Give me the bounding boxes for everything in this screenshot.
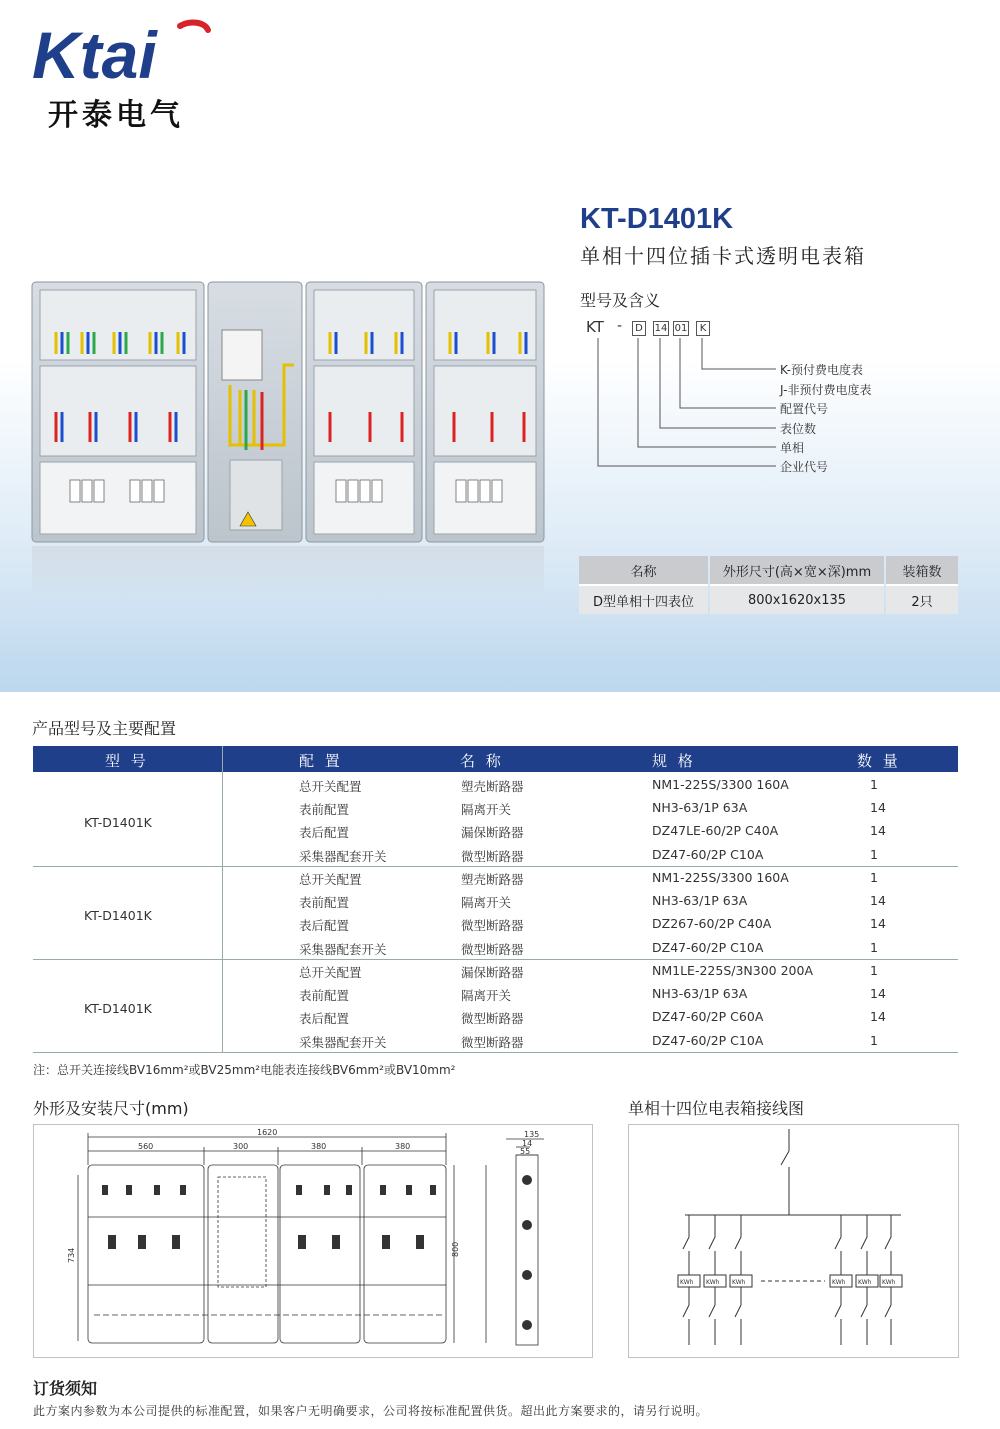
code-box-series: D [632,321,646,336]
dim-left-height: 734 [67,1247,76,1263]
config-cell-name: 塑壳断路器 [461,872,524,887]
config-cell-spec: NH3-63/1P 63A [652,986,748,1002]
brand-logo [30,18,215,88]
config-cell-qty: 14 [870,916,886,932]
cfg-header-name: 名 称 [460,752,504,770]
cabinet-right-2 [426,282,544,542]
wiring-branches [678,1215,902,1345]
legend-company: 企业代号 [780,460,829,474]
config-cell-config: 采集器配套开关 [299,848,387,864]
code-dash: - [617,318,623,334]
wiring-branch [880,1215,902,1345]
logo-swoosh [180,23,208,30]
reflection [32,546,544,606]
code-box-positions: 14 [654,323,668,334]
config-cell-name: 微型断路器 [461,918,524,934]
meter-label: KWh [858,1279,872,1286]
wiring-branch [678,1215,700,1345]
meter-label: KWh [680,1279,694,1286]
product-photo [30,280,548,610]
config-cell-spec: DZ47-60/2P C60A [652,1009,764,1025]
config-cell-qty: 1 [870,939,878,955]
meter-label: KWh [706,1279,720,1286]
config-cell-spec: DZ47-60/2P C10A [652,846,764,862]
cabinet-right-1 [306,282,422,542]
config-cell-config: 采集器配套开关 [299,1034,387,1050]
config-cell-config: 表后配置 [299,1011,350,1027]
logo-word: Ktai [32,18,157,88]
config-cell-config: 采集器配套开关 [299,941,387,957]
dim-side-14: 14 [522,1139,533,1148]
spec-header-qty: 装箱数 [886,556,958,584]
spec-header-name: 名称 [579,556,708,584]
config-model-cell: KT-D1401K [84,1001,152,1016]
config-cell-config: 表前配置 [299,895,350,911]
config-cell-qty: 1 [870,963,878,978]
dim-depth: 135 [524,1130,540,1139]
config-cell-spec: NH3-63/1P 63A [652,800,748,816]
meter-label: KWh [732,1279,746,1286]
cabinet-left [32,282,204,542]
config-cell-config: 表后配置 [299,918,350,934]
config-cell-name: 隔离开关 [461,895,512,911]
config-cell-spec: DZ47-60/2P C10A [652,939,764,955]
config-cell-spec: DZ47-60/2P C10A [652,1032,764,1048]
config-cell-config: 总开关配置 [299,779,362,794]
dimension-marks [102,1175,532,1330]
wiring-branch [830,1215,852,1345]
config-cell-name: 隔离开关 [461,802,512,818]
wiring-title: 单相十四位电表箱接线图 [628,1099,805,1118]
config-model-cell: KT-D1401K [84,908,152,923]
cfg-header-qty: 数 量 [857,752,901,770]
legend-positions: 表位数 [780,422,817,436]
config-cell-qty: 14 [870,800,886,816]
config-cell-spec: DZ267-60/2P C40A [652,916,772,932]
config-cell-qty: 1 [870,846,878,862]
config-group-divider [33,1052,958,1053]
spec-header-size: 外形尺寸(高×宽×深)mm [710,556,884,584]
config-cell-spec: NM1-225S/3300 160A [652,777,789,792]
wiring-branch [856,1215,878,1345]
config-cell-name: 微型断路器 [461,1011,524,1027]
dim-segment-3: 380 [311,1142,327,1151]
config-cell-qty: 1 [870,870,878,885]
code-leader-lines [590,336,790,471]
cfg-header-spec: 规 格 [652,752,696,770]
config-note: 注：总开关连接线BV16mm²或BV25mm²电能表连接线BV6mm²或BV10mm² [33,1063,456,1077]
cfg-header-model: 型 号 [105,752,149,770]
config-cell-name: 漏保断路器 [461,965,524,980]
config-cell-config: 表后配置 [299,825,350,841]
dimension-drawing [34,1125,590,1355]
config-cell-name: 微型断路器 [461,1034,524,1050]
legend-config: 配置代号 [780,402,829,416]
wiring-diagram [629,1125,956,1355]
config-cell-name: 塑壳断路器 [461,779,524,794]
config-cell-qty: 14 [870,1009,886,1025]
meter-label: KWh [882,1279,896,1286]
dim-side-55: 55 [520,1147,531,1156]
dim-total-width: 1620 [257,1128,278,1137]
config-cell-qty: 1 [870,777,878,792]
config-model-cell: KT-D1401K [84,815,152,830]
config-group-divider [33,866,958,867]
config-cell-name: 漏保断路器 [461,825,524,841]
config-section-title: 产品型号及主要配置 [32,719,177,738]
config-cell-spec: NH3-63/1P 63A [652,893,748,909]
config-cell-config: 总开关配置 [299,965,362,980]
dim-segment-4: 380 [395,1142,411,1151]
config-column-divider [222,746,223,1052]
spec-cell-qty: 2只 [886,584,958,614]
config-cell-name: 微型断路器 [461,848,524,864]
legend-single-phase: 单相 [780,441,805,455]
config-cell-qty: 14 [870,986,886,1002]
meaning-title: 型号及含义 [580,291,661,310]
dim-segment-1: 560 [138,1142,154,1151]
config-cell-spec: NM1-225S/3300 160A [652,870,789,885]
code-prefix: KT [586,318,604,336]
meter-label: KWh [832,1279,846,1286]
cfg-header-config: 配 置 [299,752,343,770]
config-cell-qty: 14 [870,893,886,909]
legend-j: J-非预付费电度表 [780,383,872,397]
code-box-type: K [696,321,710,336]
order-title: 订货须知 [33,1379,98,1398]
spec-cell-name: D型单相十四表位 [579,584,708,614]
config-group-divider [33,959,958,960]
code-box-config: 01 [674,323,688,334]
config-cell-spec: DZ47LE-60/2P C40A [652,823,779,839]
config-cell-spec: NM1LE-225S/3N300 200A [652,963,814,978]
dim-segment-2: 300 [233,1142,249,1151]
dim-right-height: 800 [451,1241,460,1257]
config-cell-config: 总开关配置 [299,872,362,887]
config-cell-config: 表前配置 [299,802,350,818]
wiring-branch [704,1215,726,1345]
order-text: 此方案内参数为本公司提供的标准配置，如果客户无明确要求，公司将按标准配置供货。超出此方案要求的，请另行说明。 [33,1404,709,1418]
spec-table [577,556,960,614]
config-cell-name: 隔离开关 [461,988,512,1004]
model-title: KT-D1401K [580,203,734,235]
config-table-header [33,746,958,772]
model-subtitle: 单相十四位插卡式透明电表箱 [580,244,866,268]
spec-cell-size: 800x1620x135 [710,584,884,614]
config-cell-qty: 14 [870,823,886,839]
dimensions-title: 外形及安装尺寸(mm) [33,1099,189,1118]
wiring-branch [730,1215,752,1345]
legend-k: K-预付费电度表 [780,363,863,377]
brand-name: 开泰电气 [48,98,184,133]
config-cell-qty: 1 [870,1032,878,1048]
config-cell-config: 表前配置 [299,988,350,1004]
config-cell-name: 微型断路器 [461,941,524,957]
